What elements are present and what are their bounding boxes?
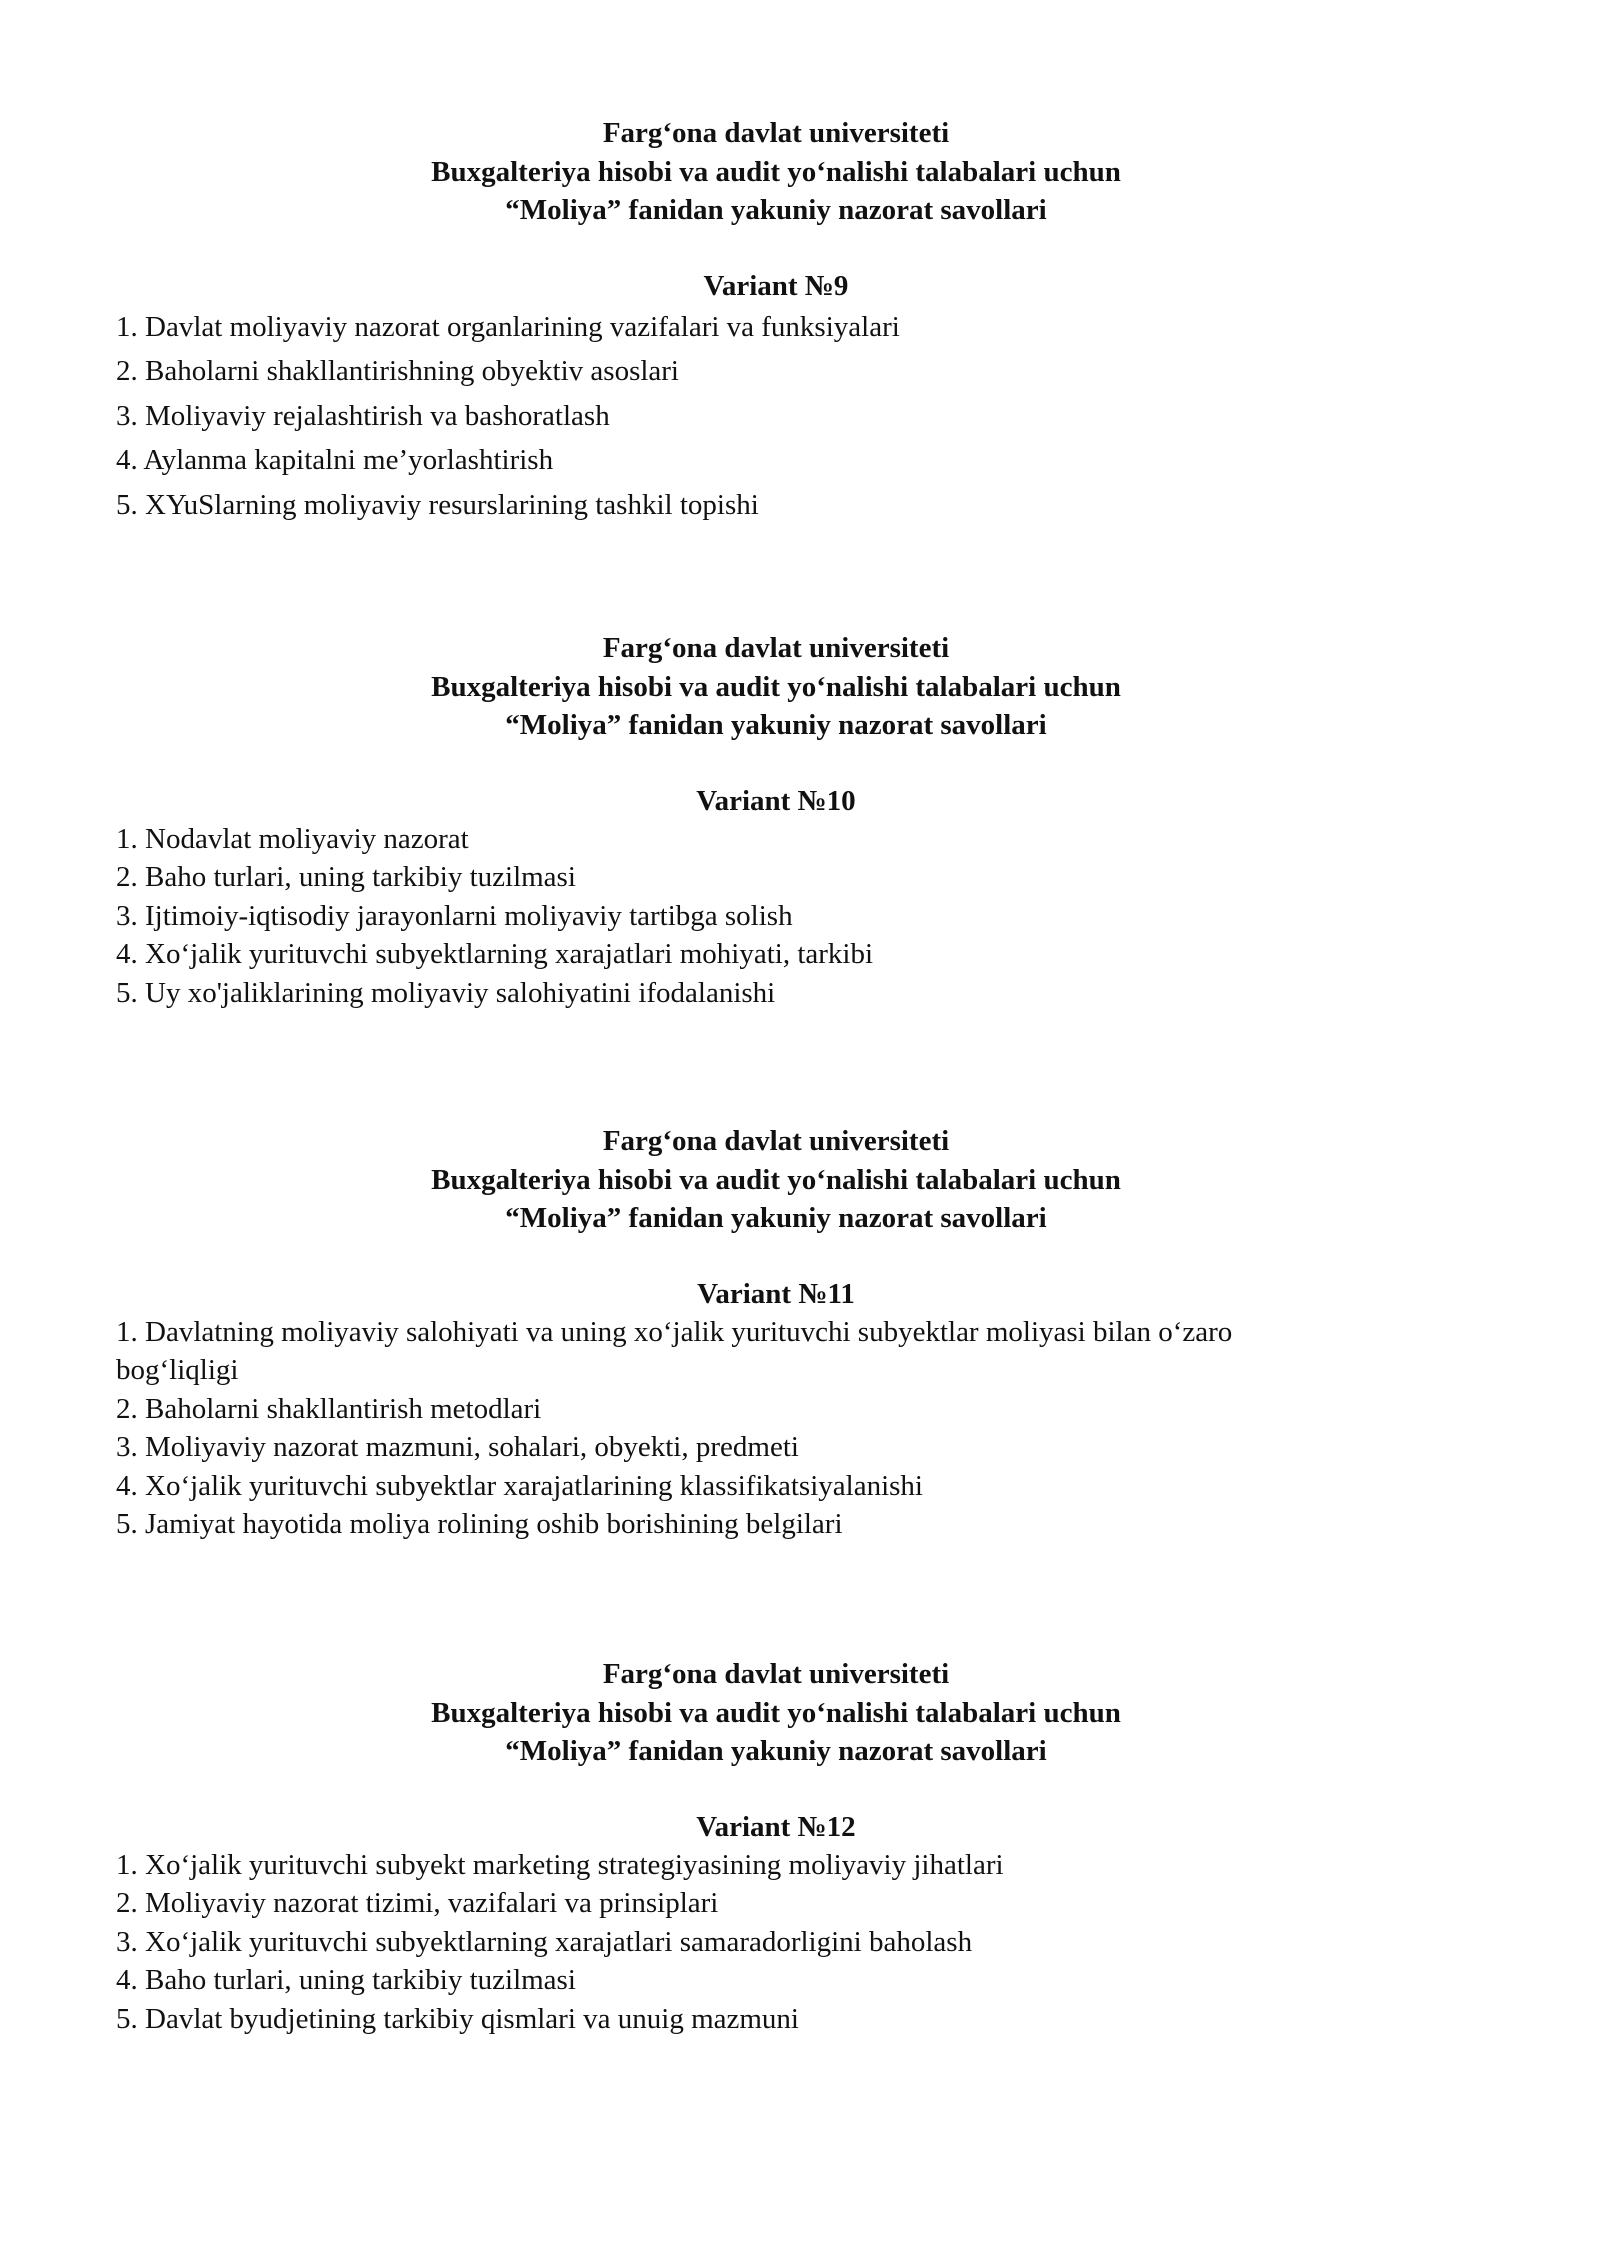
direction-line: Buxgalteriya hisobi va audit yo‘nalishi talabalari uchun (431, 1163, 1121, 1196)
question-item: 4. Baho turlari, uning tarkibiy tuzilmasi (116, 1964, 576, 1997)
variant-heading: Variant №11 (697, 1277, 855, 1310)
question-item: 2. Moliyaviy nazorat tizimi, vazifalari va prinsiplari (116, 1887, 719, 1920)
question-item: 1. Nodavlat moliyaviy nazorat (116, 822, 469, 855)
variant-heading: Variant №10 (696, 784, 856, 817)
question-item-continuation: bog‘liqligi (116, 1354, 239, 1387)
question-item: 4. Xo‘jalik yurituvchi subyektlar xarajatlarining klassifikatsiyalanishi (116, 1469, 923, 1502)
university-title: Farg‘ona davlat universiteti (602, 1125, 950, 1157)
question-item: 3. Xo‘jalik yurituvchi subyektlarning xarajatlari samaradorligini baholash (116, 1925, 973, 1958)
question-item: 1. Xo‘jalik yurituvchi subyekt marketing strategiyasining moliyaviy jihatlari (116, 1848, 1004, 1881)
question-item: 4. Xo‘jalik yurituvchi subyektlarning xarajatlari mohiyati, tarkibi (116, 938, 874, 971)
direction-line: Buxgalteriya hisobi va audit yo‘nalishi talabalari uchun (431, 670, 1121, 703)
direction-line: Buxgalteriya hisobi va audit yo‘nalishi talabalari uchun (431, 1696, 1121, 1729)
subject-line: “Moliya” fanidan yakuniy nazorat savollari (505, 194, 1047, 226)
university-title: Farg‘ona davlat universiteti (602, 632, 950, 664)
question-item: 3. Moliyaviy nazorat mazmuni, sohalari, obyekti, predmeti (116, 1431, 799, 1464)
question-item: 3. Ijtimoiy-iqtisodiy jarayonlarni moliyaviy tartibga solish (116, 899, 793, 932)
question-list (116, 1846, 1436, 2039)
university-title: Farg‘ona davlat universiteti (602, 1658, 950, 1690)
question-item: 2. Baho turlari, uning tarkibiy tuzilmasi (116, 861, 576, 894)
variant-heading: Variant №9 (703, 269, 849, 302)
direction-line: Buxgalteriya hisobi va audit yo‘nalishi talabalari uchun (431, 155, 1121, 188)
question-item: 3. Moliyaviy rejalashtirish va bashoratlash (116, 399, 610, 432)
block-header (66, 1655, 1486, 1771)
question-item: 1. Davlatning moliyaviy salohiyati va uning xo‘jalik yurituvchi subyektlar moliyasi bilan o‘zaro (116, 1315, 1233, 1348)
university-title: Farg‘ona davlat universiteti (602, 117, 950, 149)
question-item: 5. XYuSlarning moliyaviy resurslarining tashkil topishi (116, 488, 759, 521)
question-item: 5. Davlat byudjetining tarkibiy qismlari va unuig mazmuni (116, 2002, 799, 2035)
question-item: 5. Uy xo'jaliklarining moliyaviy salohiyatini ifodalanishi (116, 976, 776, 1009)
question-item: 2. Baholarni shakllantirish metodlari (116, 1392, 542, 1425)
subject-line: “Moliya” fanidan yakuniy nazorat savollari (505, 1735, 1047, 1767)
variant-block-9 (116, 114, 1436, 527)
question-item: 5. Jamiyat hayotida moliya rolining oshib borishining belgilari (116, 1508, 843, 1541)
question-item: 2. Baholarni shakllantirishning obyektiv asoslari (116, 355, 679, 387)
subject-line: “Moliya” fanidan yakuniy nazorat savollari (505, 709, 1047, 741)
subject-line: “Moliya” fanidan yakuniy nazorat savollari (505, 1202, 1047, 1234)
variant-heading: Variant №12 (696, 1810, 856, 1843)
variant-block-10 (116, 629, 1436, 1012)
block-header (66, 114, 1486, 230)
question-list (116, 305, 1436, 528)
question-list (116, 820, 1436, 1013)
block-header (66, 629, 1486, 745)
variant-block-12 (116, 1655, 1436, 2038)
variant-block-11 (116, 1122, 1436, 1544)
question-list (116, 1313, 1436, 1545)
question-item: 4. Aylanma kapitalni me’yorlashtirish (116, 444, 554, 476)
question-item: 1. Davlat moliyaviy nazorat organlarining vazifalari va funksiyalari (116, 310, 900, 343)
block-header (66, 1122, 1486, 1238)
